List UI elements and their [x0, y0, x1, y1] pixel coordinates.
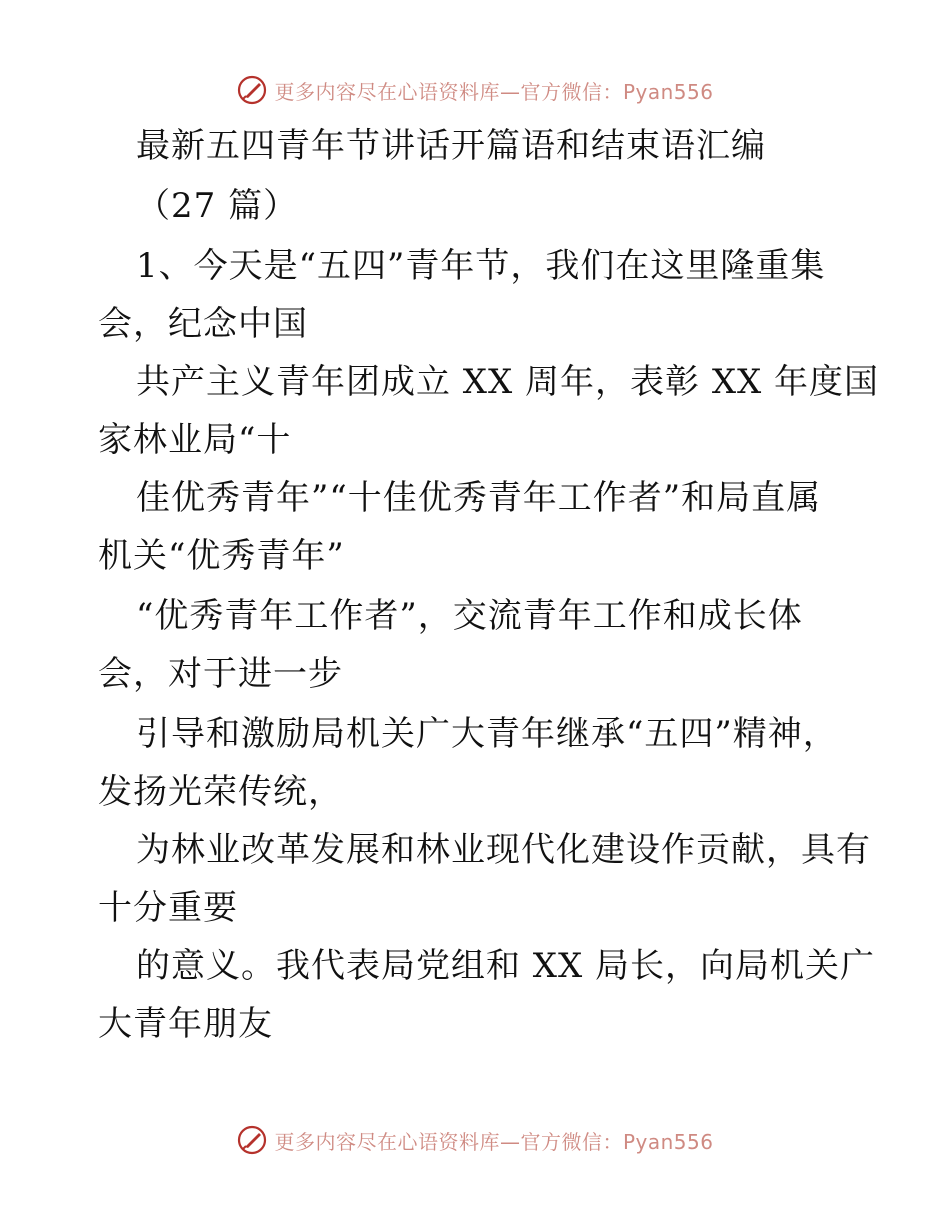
- body-line: 为林业改革发展和林业现代化建设作贡献，具有: [136, 830, 871, 870]
- body-line: 家林业局“十: [98, 420, 292, 460]
- footer-watermark-banner: [0, 1120, 950, 1160]
- body-line: 发扬光荣传统，: [98, 772, 343, 812]
- body-line: 1、今天是“五四”青年节，我们在这里隆重集: [136, 246, 826, 286]
- body-line: 的意义。我代表局党组和 XX 局长，向局机关广: [136, 946, 876, 986]
- body-line: 大青年朋友: [98, 1004, 273, 1044]
- header-watermark-banner: [0, 70, 950, 110]
- body-line: 会，纪念中国: [98, 304, 308, 344]
- watermark-text: 更多内容尽在心语资料库—官方微信：Pyan556: [274, 79, 714, 104]
- quill-seal-icon: [236, 1124, 268, 1156]
- body-line: 佳优秀青年”“十佳优秀青年工作者”和局直属: [136, 478, 822, 518]
- document-title-line-1: 最新五四青年节讲话开篇语和结束语汇编: [136, 126, 766, 166]
- body-line: “优秀青年工作者”，交流青年工作和成长体: [136, 596, 803, 636]
- body-line: 共产主义青年团成立 XX 周年，表彰 XX 年度国: [136, 362, 880, 402]
- document-title-line-2: （27 篇）: [136, 186, 299, 226]
- body-line: 会，对于进一步: [98, 654, 343, 694]
- body-line: 机关“优秀青年”: [98, 536, 345, 576]
- quill-seal-icon: [236, 74, 268, 106]
- body-line: 十分重要: [98, 888, 238, 928]
- watermark-text: 更多内容尽在心语资料库—官方微信：Pyan556: [274, 1129, 714, 1154]
- body-line: 引导和激励局机关广大青年继承“五四”精神，: [136, 714, 838, 754]
